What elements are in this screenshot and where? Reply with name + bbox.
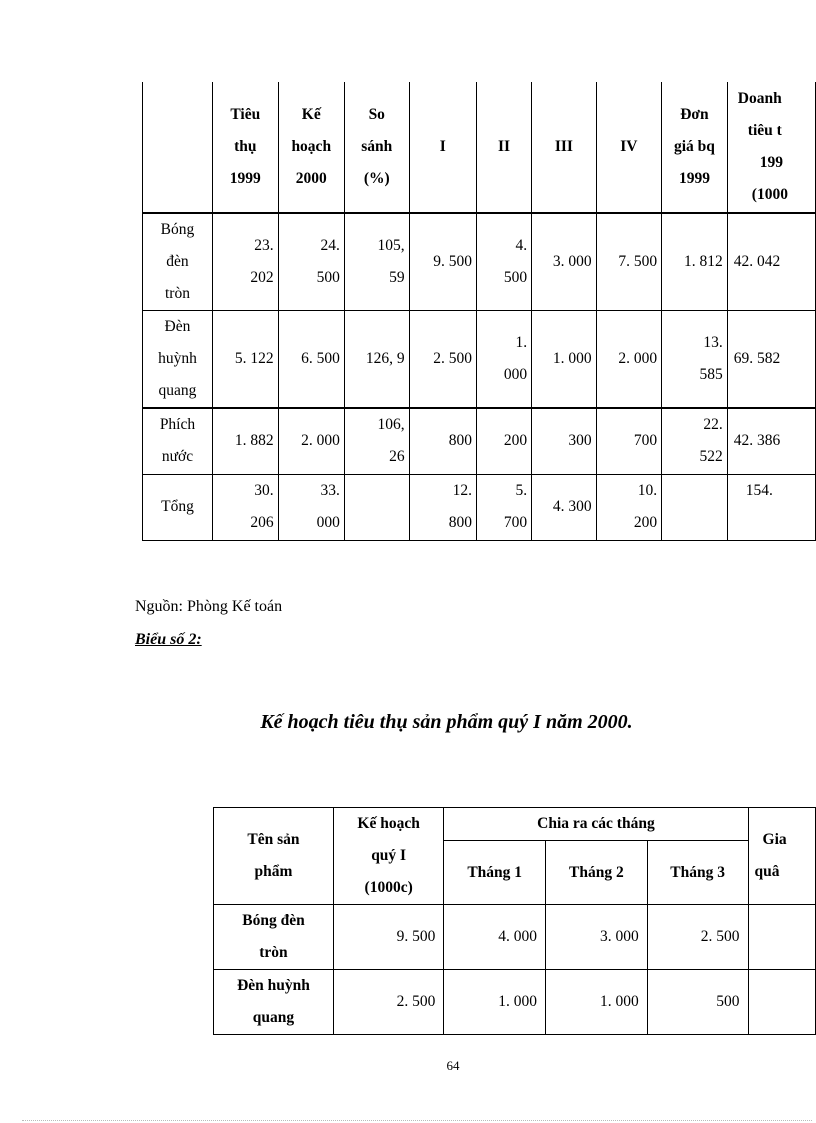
header-cell: IV <box>596 82 661 213</box>
table-row <box>143 213 816 311</box>
cell <box>344 474 409 540</box>
row-name: Bóng đèn tròn <box>214 905 334 970</box>
table-row <box>214 970 816 1035</box>
cell: 1. 000 <box>476 311 531 409</box>
table-row <box>143 474 816 540</box>
header-months-group: Chia ra các tháng <box>444 808 748 841</box>
cell: 3. 000 <box>546 905 648 970</box>
header-month-1: Tháng 1 <box>444 841 546 905</box>
cell: 33. 000 <box>278 474 344 540</box>
header-cell: Tiêu thụ 1999 <box>212 82 278 213</box>
cell: 2. 000 <box>596 311 661 409</box>
header-cell: So sánh (%) <box>344 82 409 213</box>
cell: 154. <box>727 474 815 540</box>
cell <box>748 970 815 1035</box>
table-title: Kế hoạch tiêu thụ sản phẩm quý I năm 2000. <box>260 711 633 733</box>
header-cell: I <box>409 82 476 213</box>
cell: 24. 500 <box>278 213 344 311</box>
cell: 10. 200 <box>596 474 661 540</box>
row-name: Tổng <box>143 474 213 540</box>
header-cell: Kế hoạch 2000 <box>278 82 344 213</box>
header-cell <box>143 82 213 213</box>
cell: 12. 800 <box>409 474 476 540</box>
cell: 200 <box>476 408 531 474</box>
header-cell: Doanh tiêu t 199 (1000 <box>727 82 815 213</box>
cell: 5. 122 <box>212 311 278 409</box>
cell: 1. 882 <box>212 408 278 474</box>
header-month-2: Tháng 2 <box>546 841 648 905</box>
source-note: Nguồn: Phòng Kế toán <box>135 598 283 615</box>
cell: 300 <box>532 408 597 474</box>
header-last: Gia quâ <box>748 808 815 905</box>
cell: 2. 500 <box>409 311 476 409</box>
cell: 105, 59 <box>344 213 409 311</box>
sales-plan-table <box>142 82 816 541</box>
cell: 30. 206 <box>212 474 278 540</box>
row-name: Bóng đèn tròn <box>143 213 213 311</box>
quarterly-plan-table <box>213 807 816 1035</box>
header-cell: III <box>532 82 597 213</box>
cell: 1. 000 <box>546 970 648 1035</box>
cell: 2. 000 <box>278 408 344 474</box>
cell: 5. 700 <box>476 474 531 540</box>
header-cell: Đơn giá bq 1999 <box>662 82 728 213</box>
table-row <box>214 905 816 970</box>
cell: 126, 9 <box>344 311 409 409</box>
cell: 6. 500 <box>278 311 344 409</box>
cell: 3. 000 <box>532 213 597 311</box>
cell: 42. 386 <box>727 408 815 474</box>
footer-divider <box>22 1120 812 1121</box>
cell: 1. 812 <box>662 213 728 311</box>
cell: 4. 500 <box>476 213 531 311</box>
cell: 4. 300 <box>532 474 597 540</box>
cell: 700 <box>596 408 661 474</box>
cell: 2. 500 <box>647 905 748 970</box>
cell: 9. 500 <box>333 905 443 970</box>
page-number: 64 <box>446 1058 460 1073</box>
cell: 42. 042 <box>727 213 815 311</box>
cell: 22. 522 <box>662 408 728 474</box>
row-name: Đèn huỳnh quang <box>214 970 334 1035</box>
cell: 106, 26 <box>344 408 409 474</box>
table-row <box>143 408 816 474</box>
cell: 13. 585 <box>662 311 728 409</box>
cell: 9. 500 <box>409 213 476 311</box>
cell <box>748 905 815 970</box>
cell: 1. 000 <box>532 311 597 409</box>
cell: 800 <box>409 408 476 474</box>
cell: 23. 202 <box>212 213 278 311</box>
header-cell: II <box>476 82 531 213</box>
figure-label: Biểu số 2: <box>135 631 202 648</box>
header-plan: Kế hoạch quý I (1000c) <box>333 808 443 905</box>
header-month-3: Tháng 3 <box>647 841 748 905</box>
header-product: Tên sản phẩm <box>214 808 334 905</box>
cell: 500 <box>647 970 748 1035</box>
cell: 1. 000 <box>444 970 546 1035</box>
row-name: Đèn huỳnh quang <box>143 311 213 409</box>
cell: 4. 000 <box>444 905 546 970</box>
cell: 7. 500 <box>596 213 661 311</box>
row-name: Phích nước <box>143 408 213 474</box>
table-row <box>143 311 816 409</box>
cell <box>662 474 728 540</box>
cell: 2. 500 <box>333 970 443 1035</box>
cell: 69. 582 <box>727 311 815 409</box>
